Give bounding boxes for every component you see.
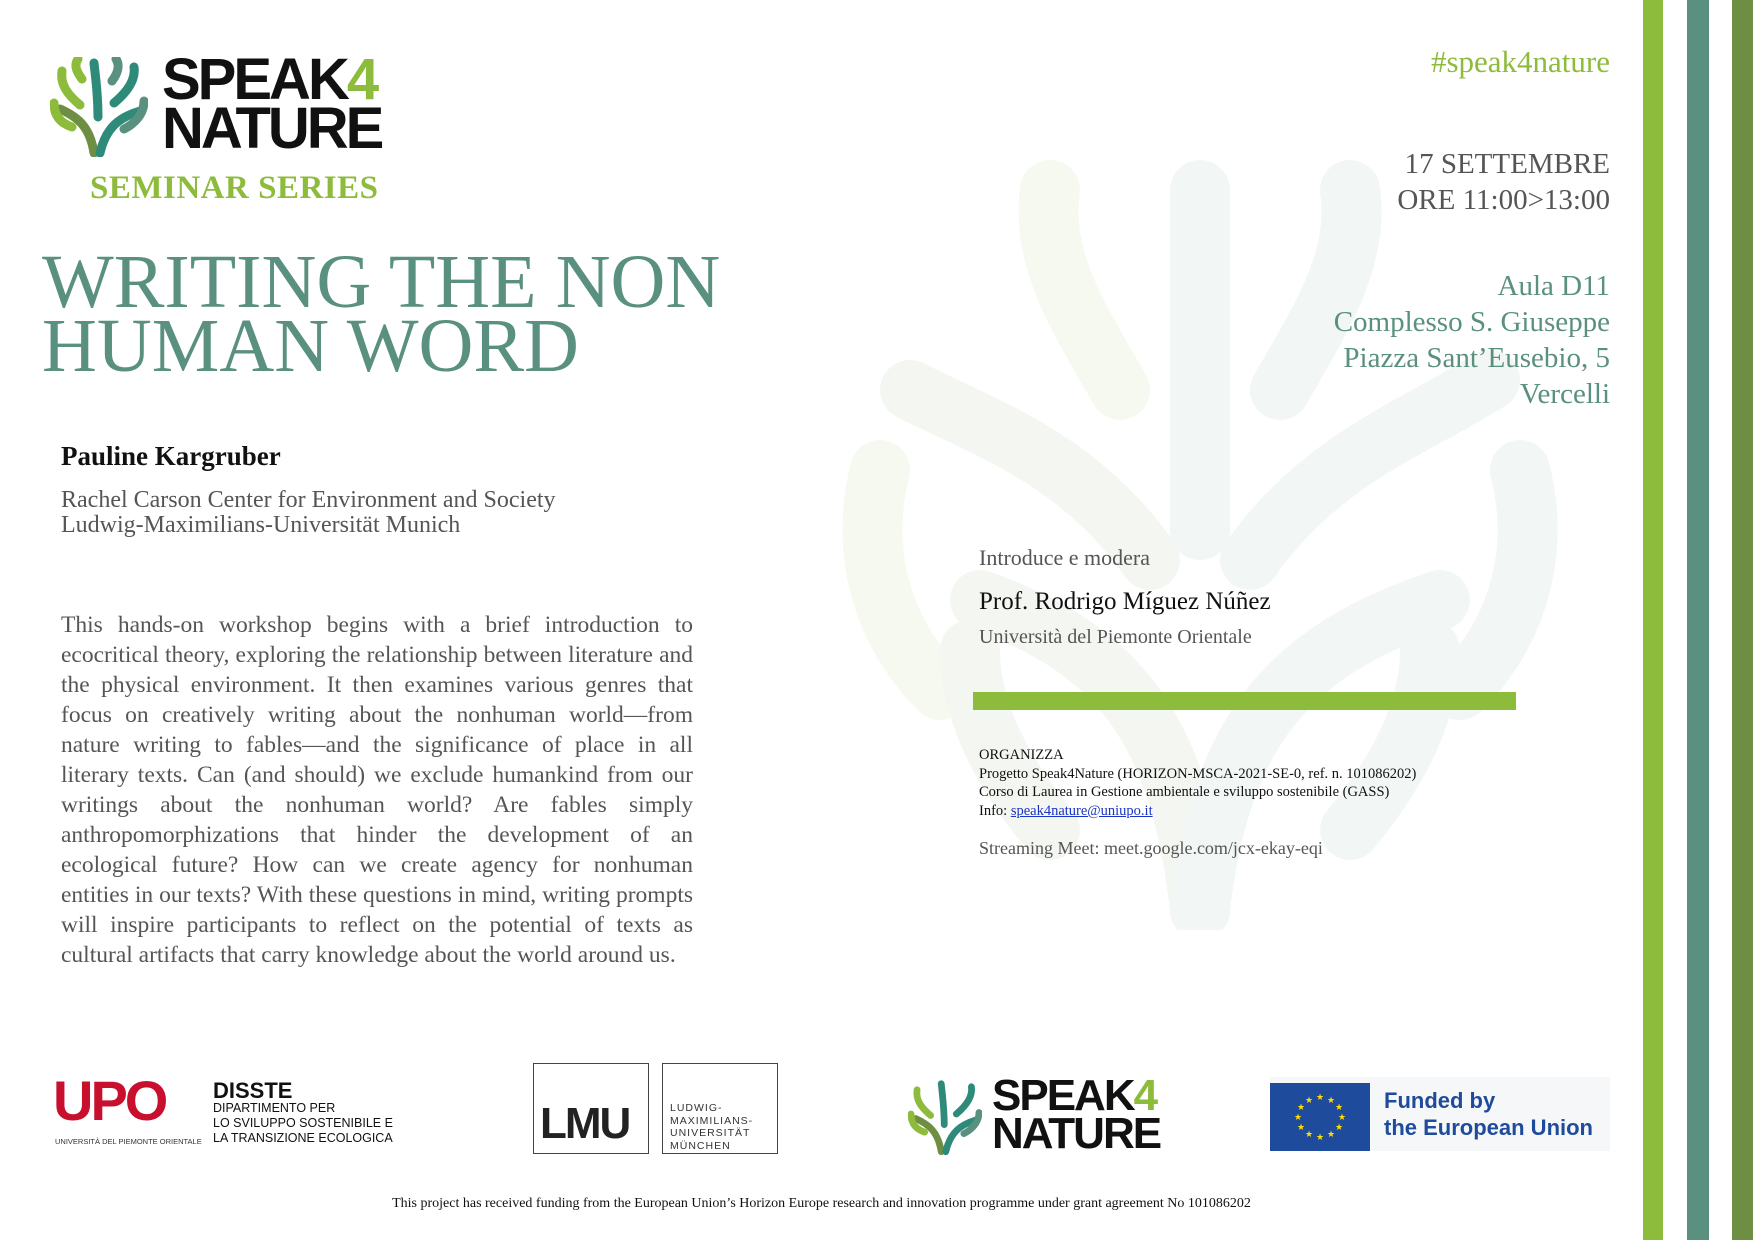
disste-line: LA TRANSIZIONE ECOLOGICA xyxy=(213,1131,393,1145)
lmu-letters: LMU xyxy=(540,1099,630,1148)
decorative-stripe-light-green xyxy=(1643,0,1663,1240)
organization-block xyxy=(979,746,1416,820)
moderator-affiliation: Università del Piemonte Orientale xyxy=(979,626,1252,648)
eu-stars-icon xyxy=(1270,1083,1370,1151)
svg-text:★: ★ xyxy=(1315,1133,1325,1143)
tree-logo-icon xyxy=(908,1079,982,1155)
svg-text:★: ★ xyxy=(1304,1096,1314,1106)
lmu-name-line: LUDWIG- xyxy=(670,1102,723,1114)
lmu-logo-mark xyxy=(533,1063,649,1154)
logo-word-four: 4 xyxy=(346,47,377,112)
speak4nature-logo xyxy=(50,47,390,161)
logo-wordmark xyxy=(162,47,382,161)
event-title xyxy=(42,240,721,388)
event-title-line-1: WRITING THE NON xyxy=(42,240,721,324)
eu-line-2: the European Union xyxy=(1384,1115,1593,1140)
svg-text:★: ★ xyxy=(1326,1096,1336,1106)
disste-title: DISSTE xyxy=(213,1078,293,1103)
organization-line-2: Corso di Laurea in Gestione ambientale e sviluppo sostenibile (GASS) xyxy=(979,784,1390,800)
lmu-name-line: MÜNCHEN xyxy=(670,1139,731,1152)
info-label: Info: xyxy=(979,802,1008,819)
speaker-affiliation xyxy=(61,488,556,538)
decorative-stripe-teal xyxy=(1687,0,1709,1240)
logo-word-speak: SPEAK xyxy=(162,47,347,112)
lmu-logo-name xyxy=(662,1063,778,1154)
moderator-name: Prof. Rodrigo Míguez Núñez xyxy=(979,588,1271,615)
moderator-intro: Introduce e modera xyxy=(979,545,1151,570)
eu-flag-icon xyxy=(1270,1083,1370,1151)
hashtag: #speak4nature xyxy=(1430,44,1610,79)
streaming-link[interactable]: Streaming Meet: meet.google.com/jcx-ekay-eqi xyxy=(979,838,1323,858)
tree-logo-icon xyxy=(50,57,148,157)
info-email-link[interactable]: speak4nature@uniupo.it xyxy=(1010,802,1153,819)
upo-caption: UNIVERSITÀ DEL PIEMONTE ORIENTALE xyxy=(55,1137,202,1146)
event-venue xyxy=(1334,268,1610,412)
moderator-block xyxy=(979,545,1271,649)
eu-funding-logo xyxy=(1270,1077,1610,1151)
logo-wordmark-bottom xyxy=(992,1071,1161,1158)
eu-funding-text xyxy=(1384,1087,1593,1141)
decorative-stripe-olive xyxy=(1732,0,1753,1240)
svg-text:★: ★ xyxy=(1296,1103,1306,1113)
disste-line: LO SVILUPPO SOSTENIBILE E xyxy=(213,1116,393,1130)
upo-disste-logo xyxy=(53,1069,393,1149)
organization-info xyxy=(979,802,1416,821)
speak4nature-logo-bottom xyxy=(906,1071,1161,1158)
svg-text:★: ★ xyxy=(1293,1113,1303,1123)
speaker-affiliation-line-2: Ludwig-Maximilians-Universität Munich xyxy=(61,512,461,538)
svg-text:★: ★ xyxy=(1326,1130,1336,1140)
event-time: ORE 11:00>13:00 xyxy=(1397,184,1610,216)
organization-line-1: Progetto Speak4Nature (HORIZON-MSCA-2021-SE-0, ref. n. 101086202) xyxy=(979,765,1417,782)
disste-line: DIPARTIMENTO PER xyxy=(213,1101,336,1115)
venue-line: Vercelli xyxy=(1519,378,1610,410)
svg-text:★: ★ xyxy=(1296,1123,1306,1133)
logo-word-nature: NATURE xyxy=(162,96,382,161)
svg-text:★: ★ xyxy=(1334,1123,1344,1133)
funding-footer: This project has received funding from the European Union’s Horizon Europe research and innovation programme under grant agreement No 101086202 xyxy=(392,1196,1251,1211)
divider-bar xyxy=(973,692,1516,710)
event-date: 17 SETTEMBRE xyxy=(1404,148,1610,180)
abstract-paragraph: This hands-on workshop begins with a brief introduction to ecocritical theory, exploring the relationship between literature and the physical environment. It then examines various genres that focus on creatively writing about the nonhuman world—from nature writing to fables—and the significance of place in all literary texts. Can (and should) we exclude humankind from our writings about the nonhuman world? Are fables simply anthropomorphizations that hinder the development of an ecological future? How can we create agency for nonhuman entities in our texts? With these questions in mind, writing prompts will inspire participants to reflect on the potential of texts as cultural artifacts that carry knowledge about the world around us. xyxy=(61,612,693,968)
upo-letters: UPO xyxy=(53,1069,166,1132)
speaker-affiliation-line-1: Rachel Carson Center for Environment and Society xyxy=(61,487,556,513)
venue-line: Piazza Sant’Eusebio, 5 xyxy=(1343,342,1610,374)
speaker-name: Pauline Kargruber xyxy=(61,441,281,471)
disste-logo-text xyxy=(213,1078,393,1146)
lmu-name-line: MAXIMILIANS- xyxy=(670,1114,754,1127)
lmu-name-line: UNIVERSITÄT xyxy=(670,1127,751,1139)
svg-text:★: ★ xyxy=(1315,1093,1325,1103)
lmu-name xyxy=(670,1102,753,1152)
event-datetime xyxy=(1397,146,1610,218)
venue-line: Complesso S. Giuseppe xyxy=(1333,306,1610,338)
venue-line: Aula D11 xyxy=(1497,270,1610,302)
logo-word-four: 4 xyxy=(1133,1071,1157,1120)
svg-text:★: ★ xyxy=(1334,1103,1344,1113)
event-title-line-2: HUMAN WORD xyxy=(42,304,579,388)
logo-word-speak: SPEAK xyxy=(992,1071,1134,1120)
logo-word-nature: NATURE xyxy=(992,1109,1161,1158)
organization-heading: ORGANIZZA xyxy=(979,747,1064,763)
svg-text:★: ★ xyxy=(1337,1113,1347,1123)
svg-text:★: ★ xyxy=(1304,1130,1314,1140)
seminar-series-label: SEMINAR SERIES xyxy=(90,170,379,206)
eu-line-1: Funded by xyxy=(1384,1088,1496,1113)
